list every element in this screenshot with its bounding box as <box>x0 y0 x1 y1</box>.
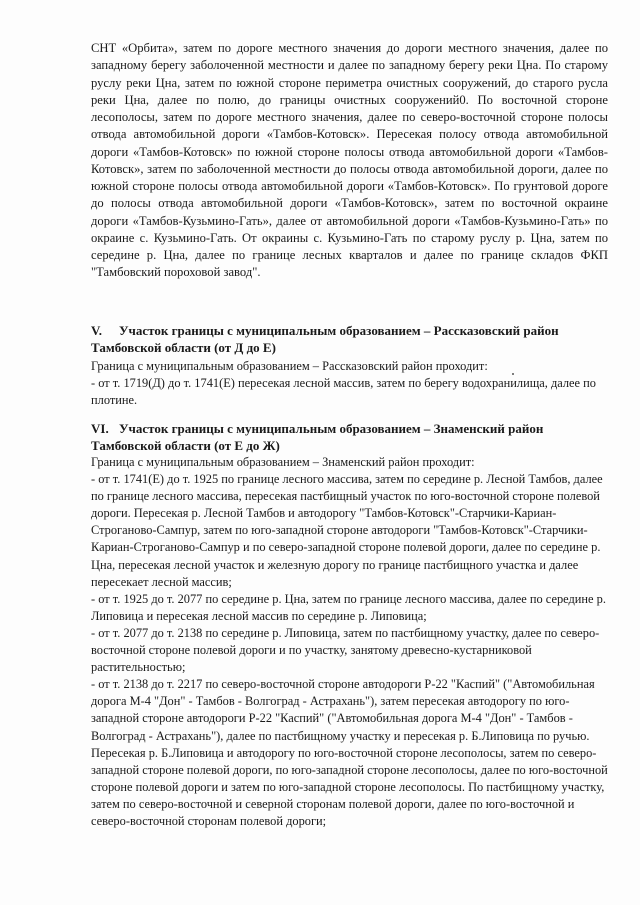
section-6-line: - от т. 1925 до т. 2077 по середине р. Цна, затем по границе лесного массива, далее по середине р. Липовица и пересекая лесной массив по середине р. Липовица; <box>91 591 606 623</box>
section-6-title: Участок границы с муниципальным образованием – Знаменский район Тамбовской области (от Е до Ж) <box>91 421 544 453</box>
section-6-heading <box>91 420 608 454</box>
section-6-line: - от т. 2138 до т. 2217 по северо-восточной стороне автодороги Р-22 "Каспий" ("Автомобильная дорога М-4 "Дон" - Тамбов - Волгоград - Астрахань"), затем пересекая автодорогу по юго-западной стороне автодороги Р-22 "Каспий" ("Автомобильная дорога М-4 "Дон" - Тамбов - Волгоград - Астрахань"), далее по пастбищному участку и пересекая р. Б.Липовица по ручью. Пересекая р. Б.Липовица и автодорогу по юго-восточной стороне лесополосы, затем по северо-западной стороне полевой дороги, по юго-западной стороне лесополосы, далее по юго-восточной стороне полевой дороги и затем по юго-западной стороне лесополосы. По пастбищному участку, затем по северо-восточной и северной сторонам полевой дороги, далее по юго-восточной и северо-восточной сторонам полевой дороги; <box>91 677 608 828</box>
section-6-line: - от т. 1741(Е) до т. 1925 по границе лесного массива, затем по середине р. Лесной Тамбов, далее по границе лесного массива, пересекая пастбищный участок по юго-восточной стороне полевой дороги. Пересекая р. Лесной Тамбов и автодорогу "Тамбов-Котовск"-Старчики-Кариан-Строганово-Сампур, затем по юго-западной стороне автодороги "Тамбов-Котовск"-Старчики-Кариан-Строганово-Сампур и по северо-западной стороне полевой дороги, далее по середине р. Цна, пересекая лесной участок и железную дорогу по границе пастбищного участка и далее пересекает лесной массив; <box>91 472 603 589</box>
section-6-line: - от т. 2077 до т. 2138 по середине р. Липовица, затем по пастбищному участку, далее по северо-восточной стороне полевой дороги и по участку, занятому древесно-кустарниковой растительностью; <box>91 625 600 675</box>
section-6-number: VI. <box>91 421 109 436</box>
section-5-line: Граница с муниципальным образованием – Рассказовский район проходит: <box>91 359 488 373</box>
scan-speck <box>512 373 514 375</box>
section-5-number: V. <box>91 323 102 338</box>
section-5-title: Участок границы с муниципальным образованием – Рассказовский район Тамбовской области (от Д до Е) <box>91 323 559 355</box>
intro-paragraph-block <box>91 40 608 282</box>
section-6-body <box>91 454 608 830</box>
intro-paragraph: СНТ «Орбита», затем по дороге местного значения до дороги местного значения, далее по западному берегу заболоченной местности и далее по западному берегу реки Цна. По старому руслу реки Цна, затем по южной стороне периметра очистных сооружений, до старого русла реки Цна, далее по полю, до границы очистных сооружений0. По восточной стороне лесополосы, затем по дороге местного значения, далее по северо-восточной стороне полосы отвода автомобильной дороги «Тамбов-Котовск». Пересекая полосу отвода автомобильной дороги «Тамбов-Котовск» по южной стороне полосы отвода автомобильной дороги «Тамбов-Котовск», затем по заболоченной местности до полосы отвода автомобильной дороги, далее по южной стороне полосы отвода автомобильной дороги «Тамбов-Котовск». По грунтовой дороге до полосы отвода автомобильной дороги «Тамбов-Котовск», затем по восточной окраине дороги «Тамбов-Кузьмино-Гать», далее от автомобильной дороги «Тамбов-Кузьмино-Гать» по окраине с. Кузьмино-Гать. От окраины с. Кузьмино-Гать по старому руслу р. Цна, затем по середине р. Цна, далее по границе лесных кварталов и далее по границе складов ФКП "Тамбовский пороховой завод". <box>91 41 608 280</box>
section-5-body <box>91 358 608 409</box>
section-6-line: Граница с муниципальным образованием – Знаменский район проходит: <box>91 455 475 469</box>
section-5-heading <box>91 322 608 356</box>
section-5-line: - от т. 1719(Д) до т. 1741(Е) пересекая лесной массив, затем по берегу водохранилища, далее по плотине. <box>91 376 596 408</box>
